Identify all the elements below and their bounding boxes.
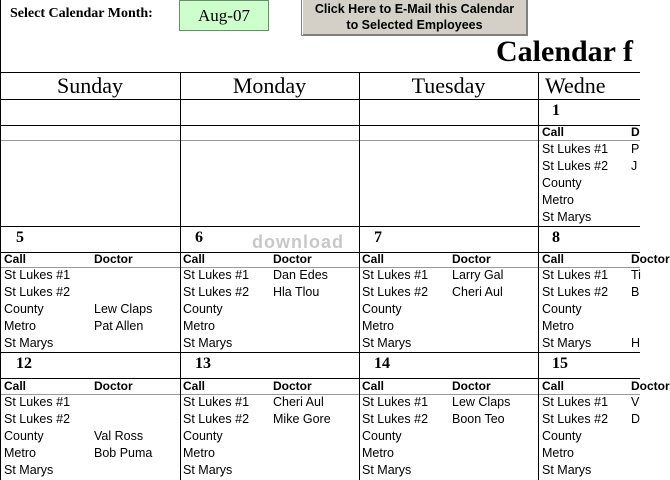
doctor-column-header: Doctor xyxy=(273,379,312,393)
doctor-column-header: Doctor xyxy=(452,379,491,393)
doctor-name: Ti xyxy=(631,268,641,282)
call-location: St Marys xyxy=(542,336,592,350)
doctor-column-header: Doctor xyxy=(273,252,312,266)
call-location: County xyxy=(183,302,223,316)
month-select-label: Select Calendar Month: xyxy=(10,6,153,21)
calendar-top-bar xyxy=(0,0,640,72)
date-number: 12 xyxy=(16,355,32,372)
call-location: St Lukes #1 xyxy=(362,395,429,409)
call-location: St Marys xyxy=(4,336,54,350)
day-header-monday: Monday xyxy=(232,73,307,98)
doctor-name: Cheri Aul xyxy=(273,395,324,409)
grid-line xyxy=(359,72,360,480)
date-number: 14 xyxy=(374,355,390,372)
call-column-header: Call xyxy=(4,252,27,266)
doctor-column-header: Doctor xyxy=(452,252,491,266)
call-location: St Marys xyxy=(542,463,592,477)
doctor-name: P xyxy=(631,142,640,156)
email-button-line2: to Selected Employees xyxy=(346,18,483,32)
call-location: Metro xyxy=(542,319,574,333)
call-column-header: Call xyxy=(542,252,565,266)
call-column-header: Call xyxy=(183,379,206,393)
call-location: St Lukes #2 xyxy=(4,412,71,426)
call-location: St Lukes #2 xyxy=(183,285,250,299)
call-location: St Marys xyxy=(4,463,54,477)
call-location: St Lukes #2 xyxy=(542,412,609,426)
call-location: St Lukes #1 xyxy=(542,395,609,409)
call-location: St Lukes #1 xyxy=(4,395,71,409)
call-location: St Lukes #1 xyxy=(542,268,609,282)
doctor-name: B xyxy=(631,285,640,299)
date-number: 5 xyxy=(16,229,24,246)
date-number: 8 xyxy=(552,229,560,246)
doctor-name: Bob Puma xyxy=(94,446,153,460)
doctor-name: Cheri Aul xyxy=(452,285,503,299)
day-header-sunday: Sunday xyxy=(57,73,123,98)
doctor-name: Hla Tlou xyxy=(273,285,320,299)
call-column-header: Call xyxy=(362,252,385,266)
left-border xyxy=(0,0,1,72)
grid-line xyxy=(538,72,539,480)
call-location: County xyxy=(4,302,44,316)
day-header-wednesday: Wedne xyxy=(545,73,606,98)
doctor-column-header: D xyxy=(631,125,640,139)
call-location: County xyxy=(362,302,402,316)
grid-line xyxy=(0,140,640,141)
calendar-title: Calendar f xyxy=(496,35,633,68)
call-location: County xyxy=(542,302,582,316)
calendar-grid xyxy=(0,72,670,480)
doctor-name: Val Ross xyxy=(94,429,144,443)
call-location: St Lukes #2 xyxy=(4,285,71,299)
call-location: Metro xyxy=(542,446,574,460)
doctor-name: D xyxy=(631,412,641,426)
doctor-column-header: Doctor xyxy=(94,379,133,393)
date-number: 15 xyxy=(552,355,568,372)
call-location: Metro xyxy=(4,319,36,333)
call-location: St Lukes #2 xyxy=(542,285,609,299)
call-location: St Lukes #1 xyxy=(183,268,250,282)
call-column-header: Call xyxy=(542,125,565,139)
call-location: County xyxy=(183,429,223,443)
call-location: County xyxy=(362,429,402,443)
call-location: Metro xyxy=(362,446,394,460)
doctor-name: J xyxy=(631,159,638,173)
call-location: County xyxy=(542,429,582,443)
call-location: St Marys xyxy=(542,210,592,224)
doctor-name: Dan Edes xyxy=(273,268,328,282)
grid-line xyxy=(0,99,640,100)
grid-line xyxy=(0,72,1,480)
grid-line xyxy=(180,72,181,480)
doctor-column-header: Doctor xyxy=(631,379,670,393)
call-location: County xyxy=(542,176,582,190)
doctor-name: Boon Teo xyxy=(452,412,505,426)
doctor-name: Larry Gal xyxy=(452,268,504,282)
call-location: St Marys xyxy=(183,463,233,477)
call-location: St Lukes #2 xyxy=(362,412,429,426)
call-column-header: Call xyxy=(183,252,206,266)
grid-line xyxy=(0,226,640,227)
call-location: County xyxy=(4,429,44,443)
call-location: St Lukes #2 xyxy=(542,159,609,173)
doctor-name: Pat Allen xyxy=(94,319,144,333)
call-location: St Lukes #1 xyxy=(183,395,250,409)
month-select[interactable]: Aug-07 xyxy=(179,0,269,31)
call-location: St Marys xyxy=(183,336,233,350)
call-column-header: Call xyxy=(542,379,565,393)
doctor-name: Mike Gore xyxy=(273,412,331,426)
call-location: St Marys xyxy=(362,463,412,477)
call-column-header: Call xyxy=(362,379,385,393)
doctor-name: Lew Claps xyxy=(94,302,153,316)
call-location: Metro xyxy=(4,446,36,460)
day-header-tuesday: Tuesday xyxy=(411,73,486,98)
doctor-column-header: Doctor xyxy=(631,252,670,266)
doctor-name: Lew Claps xyxy=(452,395,511,409)
doctor-name: V xyxy=(631,395,640,409)
call-location: St Lukes #1 xyxy=(4,268,71,282)
date-number: 1 xyxy=(552,102,560,119)
email-calendar-button[interactable] xyxy=(301,0,528,36)
doctor-name: H xyxy=(631,336,641,350)
date-number: 6 xyxy=(195,229,203,246)
call-location: Metro xyxy=(362,319,394,333)
email-button-line1: Click Here to E-Mail this Calendar xyxy=(314,2,515,16)
call-location: Metro xyxy=(183,319,215,333)
call-location: St Lukes #1 xyxy=(362,268,429,282)
call-location: St Lukes #2 xyxy=(362,285,429,299)
watermark: download xyxy=(252,232,344,252)
doctor-column-header: Doctor xyxy=(94,252,133,266)
date-number: 7 xyxy=(374,229,382,246)
call-location: St Lukes #2 xyxy=(183,412,250,426)
call-location: St Marys xyxy=(362,336,412,350)
call-location: St Lukes #1 xyxy=(542,142,609,156)
call-location: Metro xyxy=(183,446,215,460)
call-column-header: Call xyxy=(4,379,27,393)
date-number: 13 xyxy=(195,355,211,372)
grid-line xyxy=(0,352,640,353)
call-location: Metro xyxy=(542,193,574,207)
